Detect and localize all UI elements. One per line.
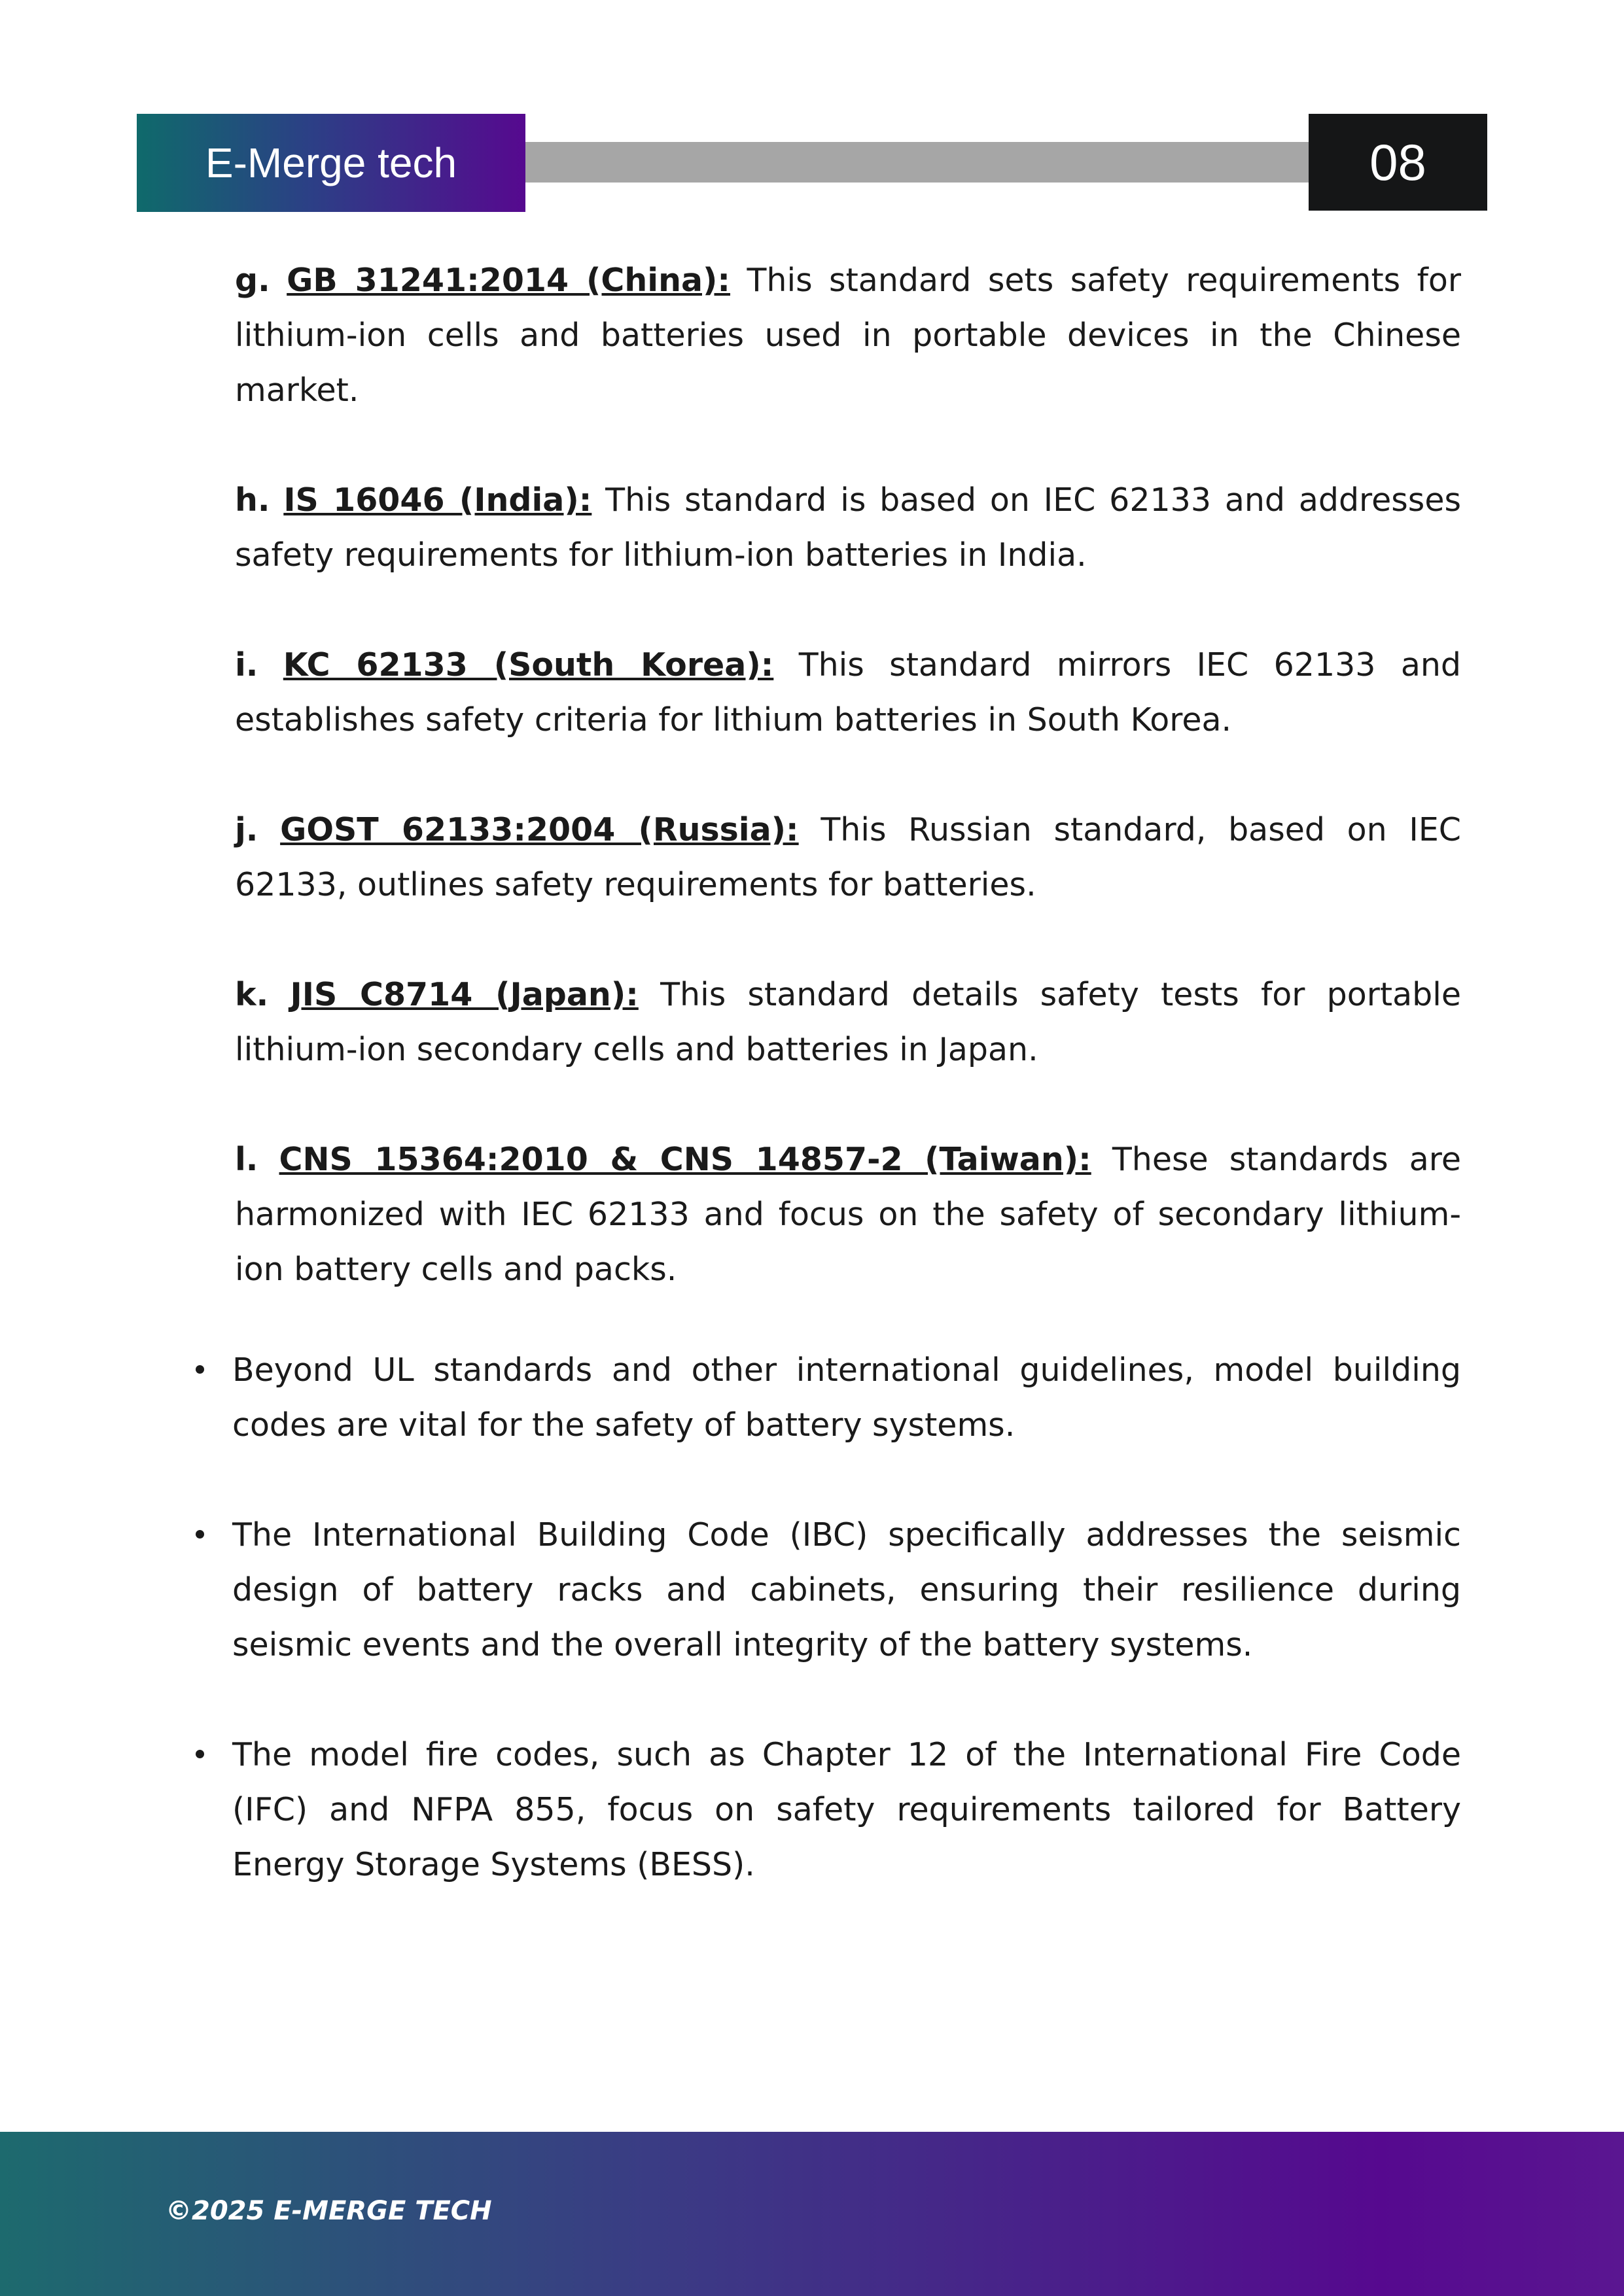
brand-label: E-Merge tech — [137, 114, 525, 212]
standard-letter: k. — [235, 976, 269, 1013]
standard-name: JIS C8714 (Japan): — [290, 976, 639, 1013]
standard-name: GB 31241:2014 (China): — [287, 262, 731, 299]
page-footer — [0, 2132, 1624, 2296]
standard-description: This Russian standard, based on IEC 62133, outlines safety requirements for batteries. — [235, 811, 1462, 903]
standard-name: CNS 15364:2010 & CNS 14857-2 (Taiwan): — [279, 1141, 1091, 1178]
bullet-item — [232, 1343, 1461, 1453]
bullet-text: The International Building Code (IBC) specifically addresses the seismic design of battery racks and cabinets, ensuring their resilience during seismic events and the overall integrity of the battery systems. — [232, 1516, 1461, 1663]
standard-item — [235, 473, 1461, 583]
standard-letter: j. — [235, 811, 258, 848]
standard-item — [235, 253, 1461, 418]
standard-item — [235, 638, 1461, 748]
standard-item — [235, 803, 1461, 913]
standard-name: GOST 62133:2004 (Russia): — [280, 811, 799, 848]
bullet-item — [232, 1728, 1461, 1892]
bullet-text: Beyond UL standards and other international guidelines, model building codes are vital for the safety of battery systems. — [232, 1351, 1461, 1444]
bullet-dot-icon — [196, 1530, 204, 1539]
bullet-dot-icon — [196, 1750, 204, 1758]
standard-description: These standards are harmonized with IEC 62133 and focus on the safety of secondary lithium-ion battery cells and packs. — [235, 1141, 1461, 1288]
page-number: 08 — [1309, 114, 1487, 211]
standard-name: IS 16046 (India): — [283, 481, 592, 519]
standard-description: This standard sets safety requirements for lithium-ion cells and batteries used in portable devices in the Chinese market. — [235, 262, 1462, 409]
standard-description: This standard is based on IEC 62133 and addresses safety requirements for lithium-ion batteries in India. — [235, 481, 1461, 574]
standard-item — [235, 967, 1461, 1077]
bullet-list — [232, 1343, 1461, 1892]
standard-name: KC 62133 (South Korea): — [283, 646, 774, 684]
standard-letter: l. — [235, 1141, 258, 1178]
bullet-text: The model fire codes, such as Chapter 12 of the International Fire Code (IFC) and NFPA 855, focus on safety requirements tailored for Battery Energy Storage Systems (BESS). — [232, 1736, 1461, 1883]
page-header — [137, 114, 1487, 211]
copyright-text: ©2025 E-MERGE TECH — [166, 2196, 492, 2226]
bullet-dot-icon — [196, 1365, 204, 1374]
standard-letter: g. — [235, 262, 270, 299]
bullet-item — [232, 1508, 1461, 1673]
standard-item — [235, 1132, 1461, 1297]
standard-description: This standard details safety tests for portable lithium-ion secondary cells and batteries in Japan. — [235, 976, 1461, 1068]
header-divider-bar — [525, 142, 1316, 183]
standard-letter: h. — [235, 481, 270, 519]
main-content — [232, 253, 1462, 1947]
standard-letter: i. — [235, 646, 258, 684]
standard-description: This standard mirrors IEC 62133 and establishes safety criteria for lithium batteries in South Korea. — [235, 646, 1462, 739]
